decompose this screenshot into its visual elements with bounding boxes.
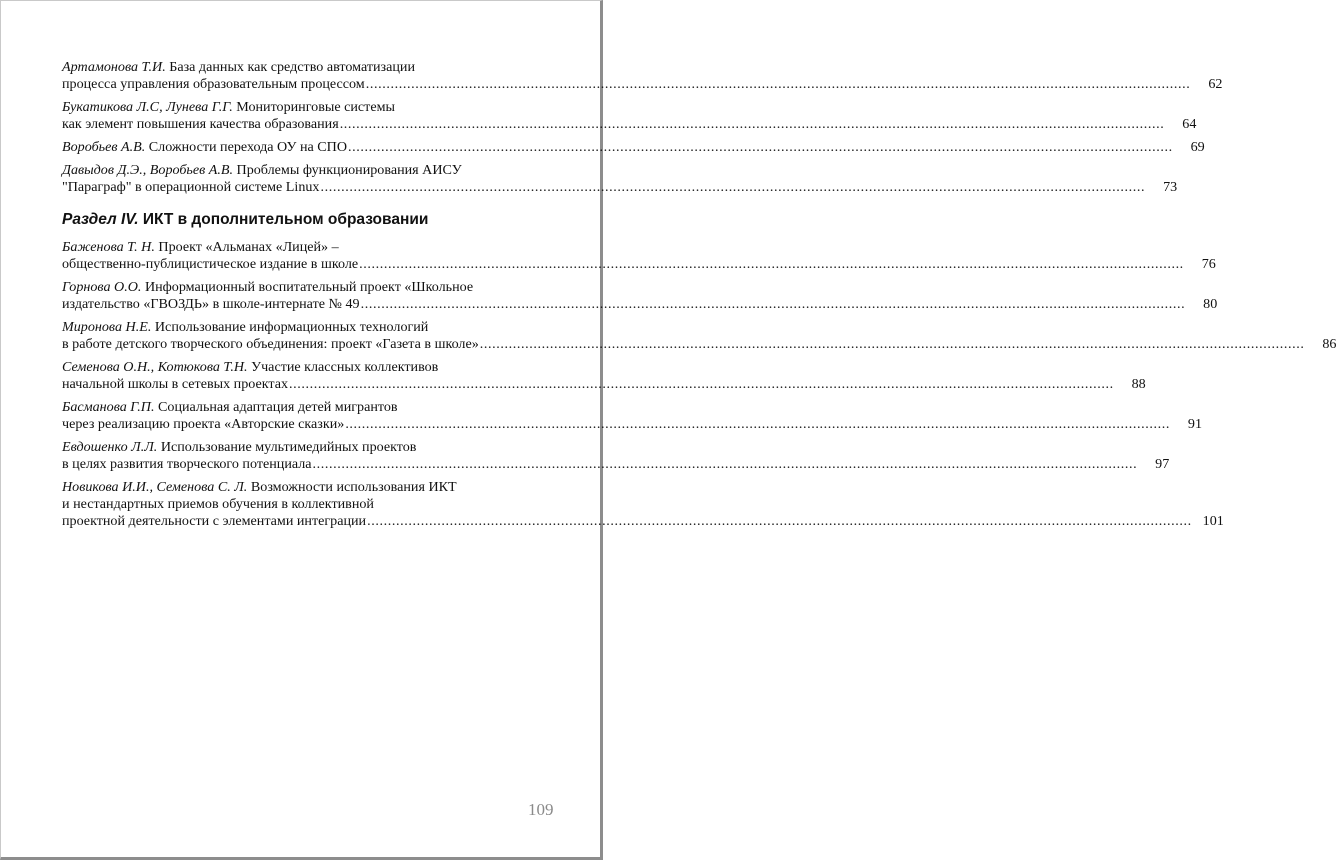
toc-dot-leader: ........................................................................................................................................................................................................ [365,76,1191,92]
toc-dot-leader: ........................................................................................................................................................................................................ [289,376,1114,392]
toc-entry-line [62,139,1205,156]
toc-entry-author: Евдошенко Л.Л. [62,439,158,455]
toc-entry-author: Горнова О.О. [62,279,142,295]
toc-entry-author: Басманова Г.П. [62,399,155,415]
toc-dot-leader: ........................................................................................................................................................................................................ [320,179,1146,195]
toc-entry-author: Миронова Н.Е. [62,319,152,335]
toc-entry-line [62,239,550,256]
toc-entry [62,59,1223,93]
toc-dot-leader: ........................................................................................................................................................................................................ [359,256,1184,272]
toc-dot-leader: ........................................................................................................................................................................................................ [360,296,1186,312]
toc-entry [62,479,1224,530]
toc-entry-text: Евдошенко Л.Л. Использование мультимедийных проектов [62,439,417,455]
toc-entry-line [62,513,1224,530]
toc-entry [62,99,1197,133]
toc-entry-author: Артамонова Т.И. [62,59,166,75]
toc-entry-line [62,456,1170,473]
toc-entry-line [62,279,550,296]
toc-page-number: 101 [1202,513,1224,529]
toc-entry-text: проектной деятельности с элементами интеграции [62,513,367,529]
toc-page-number: 97 [1155,456,1170,472]
toc-entry-line [62,479,550,496]
toc-entry [62,279,1218,313]
toc-entry-text: Семенова О.Н., Котюкова Т.Н. Участие классных коллективов [62,359,439,375]
toc-dot-leader: ........................................................................................................................................................................................................ [479,336,1305,352]
section-title: ИКТ в дополнительном образовании [138,211,429,228]
toc-entry-line [62,416,1202,433]
toc-entry-text: как элемент повышения качества образования [62,116,339,132]
toc-entry-text: Артамонова Т.И. База данных как средство автоматизации [62,59,416,75]
toc-page-number: 62 [1208,76,1223,92]
toc-entries-after [62,239,1336,530]
section-heading [62,210,550,230]
toc-entry-text: издательство «ГВОЗДЬ» в школе-интернате № 49 [62,296,360,312]
toc-page-number: 80 [1203,296,1218,312]
toc-page-number: 76 [1201,256,1216,272]
table-of-contents [62,59,1336,536]
toc-dot-leader: ........................................................................................................................................................................................................ [339,116,1165,132]
toc-entry-line [62,359,550,376]
toc-entry-line [62,59,550,76]
toc-entry-text: общественно-публицистическое издание в школе [62,256,359,272]
toc-entry-line [62,319,550,336]
toc-page-number: 73 [1163,179,1178,195]
toc-entry-text: через реализацию проекта «Авторские сказки» [62,416,345,432]
toc-dot-leader: ........................................................................................................................................................................................................ [348,139,1173,155]
toc-entry-line [62,399,550,416]
toc-dot-leader: ........................................................................................................................................................................................................ [345,416,1170,432]
toc-entry-author: Баженова Т. Н. [62,239,155,255]
toc-page-number: 88 [1131,376,1146,392]
toc-entry-text: Воробьев А.В. Сложности перехода ОУ на СПО [62,139,348,155]
toc-entry-line [62,179,1178,196]
toc-entry-line [62,336,1336,353]
toc-page-number: 64 [1182,116,1197,132]
toc-entry-line [62,376,1146,393]
toc-entry [62,399,1202,433]
toc-entry-line [62,256,1216,273]
toc-entry-author: Семенова О.Н., Котюкова Т.Н. [62,359,248,375]
toc-entry [62,359,1146,393]
toc-entry-line [62,162,550,179]
toc-entry [62,439,1170,473]
toc-entry-author: Давыдов Д.Э., Воробьев А.В. [62,162,234,178]
toc-entry-text: Баженова Т. Н. Проект «Альманах «Лицей» – [62,239,339,255]
toc-entry-author: Воробьев А.В. [62,139,146,155]
toc-entry-author: Новикова И.И., Семенова С. Л. [62,479,248,495]
toc-entry-text: процесса управления образовательным процессом [62,76,365,92]
toc-entry-line [62,99,550,116]
toc-entry-line [62,439,550,456]
toc-entry-author: Букатикова Л.С, Лунева Г.Г. [62,99,233,115]
toc-entry-text: Давыдов Д.Э., Воробьев А.В. Проблемы функционирования АИСУ [62,162,462,178]
toc-entry [62,162,1178,196]
toc-entry-line [62,116,1197,133]
toc-entry-text: Басманова Г.П. Социальная адаптация детей мигрантов [62,399,398,415]
toc-entry-text: в работе детского творческого объединения: проект «Газета в школе» [62,336,479,352]
toc-page-number: 91 [1187,416,1202,432]
toc-entry [62,239,1216,273]
toc-page-number: 86 [1322,336,1336,352]
toc-entry-line [62,296,1218,313]
toc-entries-before [62,59,1223,196]
toc-entry-text: и нестандартных приемов обучения в коллективной [62,496,374,512]
toc-entry [62,319,1336,353]
toc-entry-text: Миронова Н.Е. Использование информационных технологий [62,319,429,335]
page-number: 109 [528,800,554,819]
toc-entry-text: начальной школы в сетевых проектах [62,376,289,392]
toc-page-number: 69 [1190,139,1205,155]
toc-entry-text: Букатикова Л.С, Лунева Г.Г. Мониторинговые системы [62,99,395,115]
toc-entry-text: "Параграф" в операционной системе Linux [62,179,320,195]
section-label: Раздел IV. [62,211,139,228]
toc-entry-line [62,76,1223,93]
toc-entry [62,139,1205,156]
toc-entry-text: в целях развития творческого потенциала [62,456,312,472]
toc-entry-text: Горнова О.О. Информационный воспитательный проект «Школьное [62,279,474,295]
toc-dot-leader: ........................................................................................................................................................................................................ [367,513,1192,529]
toc-dot-leader: ........................................................................................................................................................................................................ [312,456,1138,472]
toc-entry-text: Новикова И.И., Семенова С. Л. Возможности использования ИКТ [62,479,457,495]
toc-entry-line [62,496,550,513]
